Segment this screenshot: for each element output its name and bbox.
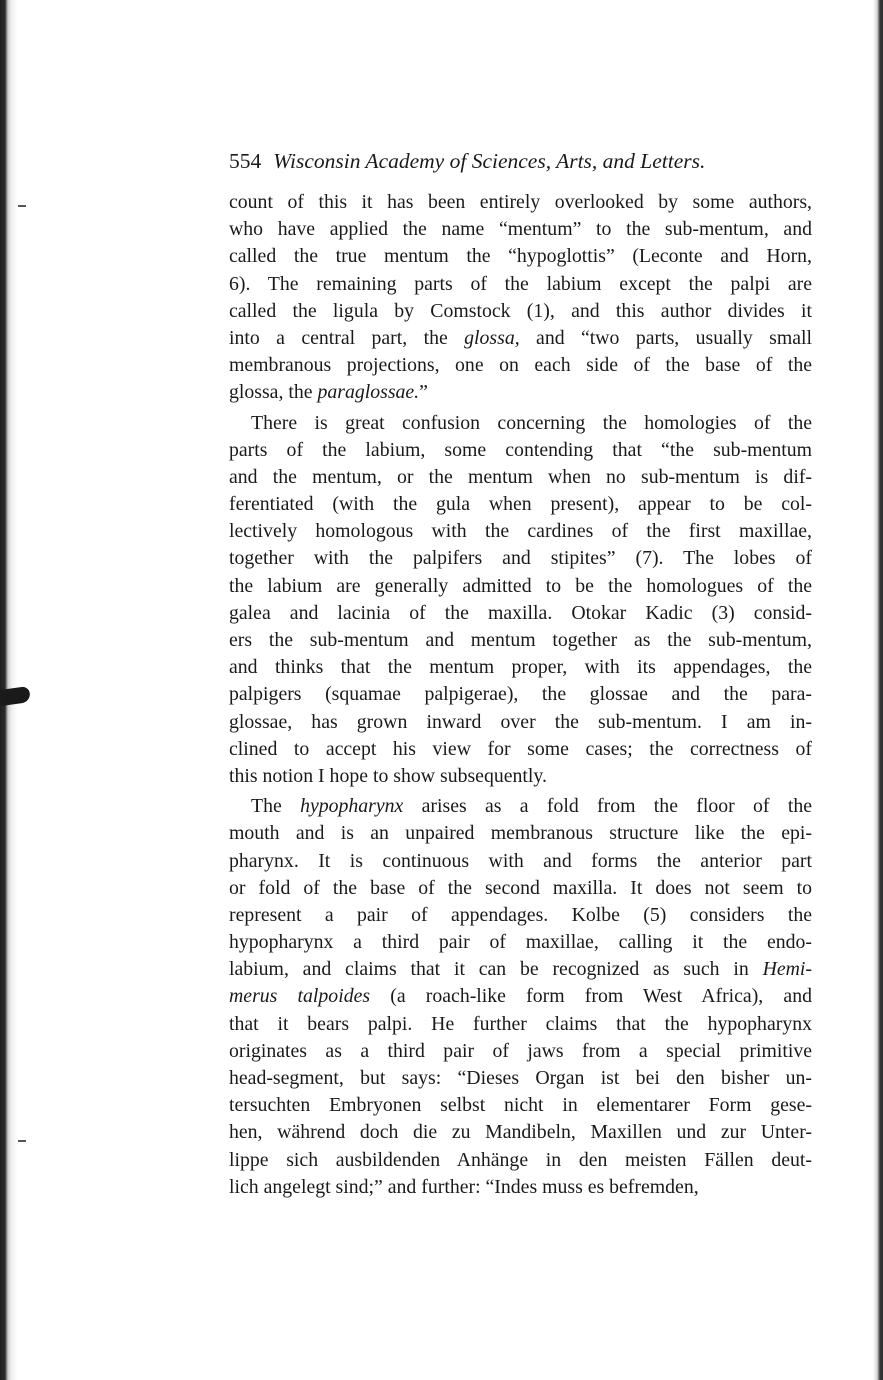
paragraph bbox=[229, 189, 812, 407]
edge-tick-mark bbox=[18, 205, 26, 207]
text-run: hypopharynx a third pair of maxillae, calling it the endo- bbox=[229, 931, 812, 954]
text-line bbox=[229, 189, 812, 216]
text-run: together with the palpifers and stipites” (7). The lobes of bbox=[229, 547, 812, 570]
text-run: or fold of the base of the second maxilla. It does not seem to bbox=[229, 876, 812, 899]
text-run: glossae, has grown inward over the sub-mentum. I am in- bbox=[229, 710, 812, 733]
text-run: membranous projections, one on each side of the base of the bbox=[229, 354, 812, 377]
text-run: represent a pair of appendages. Kolbe (5) considers the bbox=[229, 903, 812, 926]
text-line bbox=[229, 848, 812, 875]
text-line bbox=[229, 216, 812, 243]
text-run: There is great confusion concerning the homologies of the bbox=[251, 411, 812, 434]
text-run: clined to accept his view for some cases; the correctness of bbox=[229, 737, 812, 760]
text-run: the labium are generally admitted to be the homologues of the bbox=[229, 574, 812, 597]
text-line bbox=[229, 983, 812, 1010]
italic-term: Hemi- bbox=[762, 958, 812, 981]
text-run: mouth and is an unpaired membranous structure like the epi- bbox=[229, 822, 812, 845]
text-line bbox=[229, 298, 812, 325]
text-line bbox=[229, 410, 812, 437]
text-run: called the ligula by Comstock (1), and this author divides it bbox=[229, 299, 812, 322]
text-line bbox=[229, 763, 812, 790]
text-line bbox=[229, 709, 812, 736]
text-line bbox=[229, 1092, 812, 1119]
italic-term: paraglossae. bbox=[317, 381, 420, 404]
text-run: ferentiated (with the gula when present), appear to be col- bbox=[229, 493, 812, 516]
text-run: The bbox=[251, 795, 301, 818]
paragraph bbox=[229, 793, 812, 1201]
text-line bbox=[229, 929, 812, 956]
text-run: into a central part, the bbox=[229, 326, 465, 349]
text-line bbox=[229, 271, 812, 298]
edge-tick-mark bbox=[18, 1140, 26, 1142]
text-line bbox=[229, 379, 812, 406]
italic-term: merus talpoides bbox=[229, 985, 371, 1008]
text-line bbox=[229, 681, 812, 708]
text-run: hen, während doch die zu Mandibeln, Maxillen und zur Unter- bbox=[229, 1121, 812, 1144]
running-header bbox=[229, 146, 812, 176]
italic-term: hypopharynx bbox=[300, 795, 404, 818]
text-run: labium, and claims that it can be recognized as such in bbox=[229, 958, 763, 981]
text-run: lich angelegt sind;” and further: “Indes muss es befremden, bbox=[229, 1175, 699, 1198]
text-run: originates as a third pair of jaws from a special primitive bbox=[229, 1039, 812, 1062]
text-run: called the true mentum the “hypoglottis” (Leconte and Horn, bbox=[229, 245, 812, 268]
body-text bbox=[229, 189, 812, 1201]
text-line bbox=[229, 573, 812, 600]
running-title: Wisconsin Academy of Sciences, Arts, and Letters. bbox=[273, 149, 706, 173]
text-run: tersuchten Embryonen selbst nicht in elementarer Form gese- bbox=[229, 1094, 812, 1117]
text-run: who have applied the name “mentum” to the sub-mentum, and bbox=[229, 218, 812, 241]
text-line bbox=[229, 1174, 812, 1201]
text-line bbox=[229, 736, 812, 763]
text-run: arises as a fold from the floor of the bbox=[403, 795, 812, 818]
text-line bbox=[229, 1119, 812, 1146]
text-run: head-segment, but says: “Dieses Organ ist bei den bisher un- bbox=[229, 1067, 812, 1089]
text-run: glossa, the bbox=[229, 381, 318, 404]
binding-clip-mark bbox=[0, 686, 31, 706]
text-run: and the mentum, or the mentum when no sub-mentum is dif- bbox=[229, 465, 812, 488]
book-page bbox=[229, 146, 812, 1201]
text-run: lectively homologous with the cardines of the first maxillae, bbox=[229, 520, 812, 543]
text-run: galea and lacinia of the maxilla. Otokar Kadic (3) consid- bbox=[229, 601, 812, 624]
text-line bbox=[229, 820, 812, 847]
text-run: ers the sub-mentum and mentum together as the sub-mentum, bbox=[229, 629, 812, 651]
text-run: and thinks that the mentum proper, with its appendages, the bbox=[229, 656, 812, 679]
text-line bbox=[229, 545, 812, 572]
text-run: ” bbox=[419, 381, 428, 404]
text-line bbox=[229, 956, 812, 983]
text-line bbox=[229, 902, 812, 929]
text-line bbox=[229, 875, 812, 902]
text-line bbox=[229, 491, 812, 518]
text-line bbox=[229, 600, 812, 627]
text-line bbox=[229, 1038, 812, 1065]
text-run: lippe sich ausbildenden Anhänge in den meisten Fällen deut- bbox=[229, 1148, 812, 1171]
text-line bbox=[229, 325, 812, 352]
text-line bbox=[229, 437, 812, 464]
text-line bbox=[229, 352, 812, 379]
text-line bbox=[229, 793, 812, 820]
text-run: and “two parts, usually small bbox=[519, 326, 812, 349]
text-run: palpigers (squamae palpigerae), the glossae and the para- bbox=[229, 683, 812, 706]
scan-edge-right bbox=[873, 0, 883, 1380]
italic-term: glossa, bbox=[464, 326, 520, 349]
text-line bbox=[229, 243, 812, 270]
text-run: that it bears palpi. He further claims that the hypopharynx bbox=[229, 1012, 812, 1035]
text-run: parts of the labium, some contending that “the sub-mentum bbox=[229, 438, 812, 461]
text-line bbox=[229, 654, 812, 681]
text-line bbox=[229, 627, 812, 654]
text-run: (a roach-like form from West Africa), and bbox=[370, 985, 812, 1008]
text-run: count of this it has been entirely overlooked by some authors, bbox=[229, 191, 812, 213]
text-line bbox=[229, 464, 812, 491]
page-number: 554 bbox=[229, 149, 262, 173]
text-line bbox=[229, 518, 812, 545]
text-line bbox=[229, 1011, 812, 1038]
text-run: 6). The remaining parts of the labium except the palpi are bbox=[229, 272, 812, 295]
text-run: pharynx. It is continuous with and forms the anterior part bbox=[229, 849, 812, 872]
paragraph bbox=[229, 410, 812, 791]
text-run: this notion I hope to show subsequently. bbox=[229, 764, 547, 787]
text-line bbox=[229, 1065, 812, 1092]
text-line bbox=[229, 1147, 812, 1174]
